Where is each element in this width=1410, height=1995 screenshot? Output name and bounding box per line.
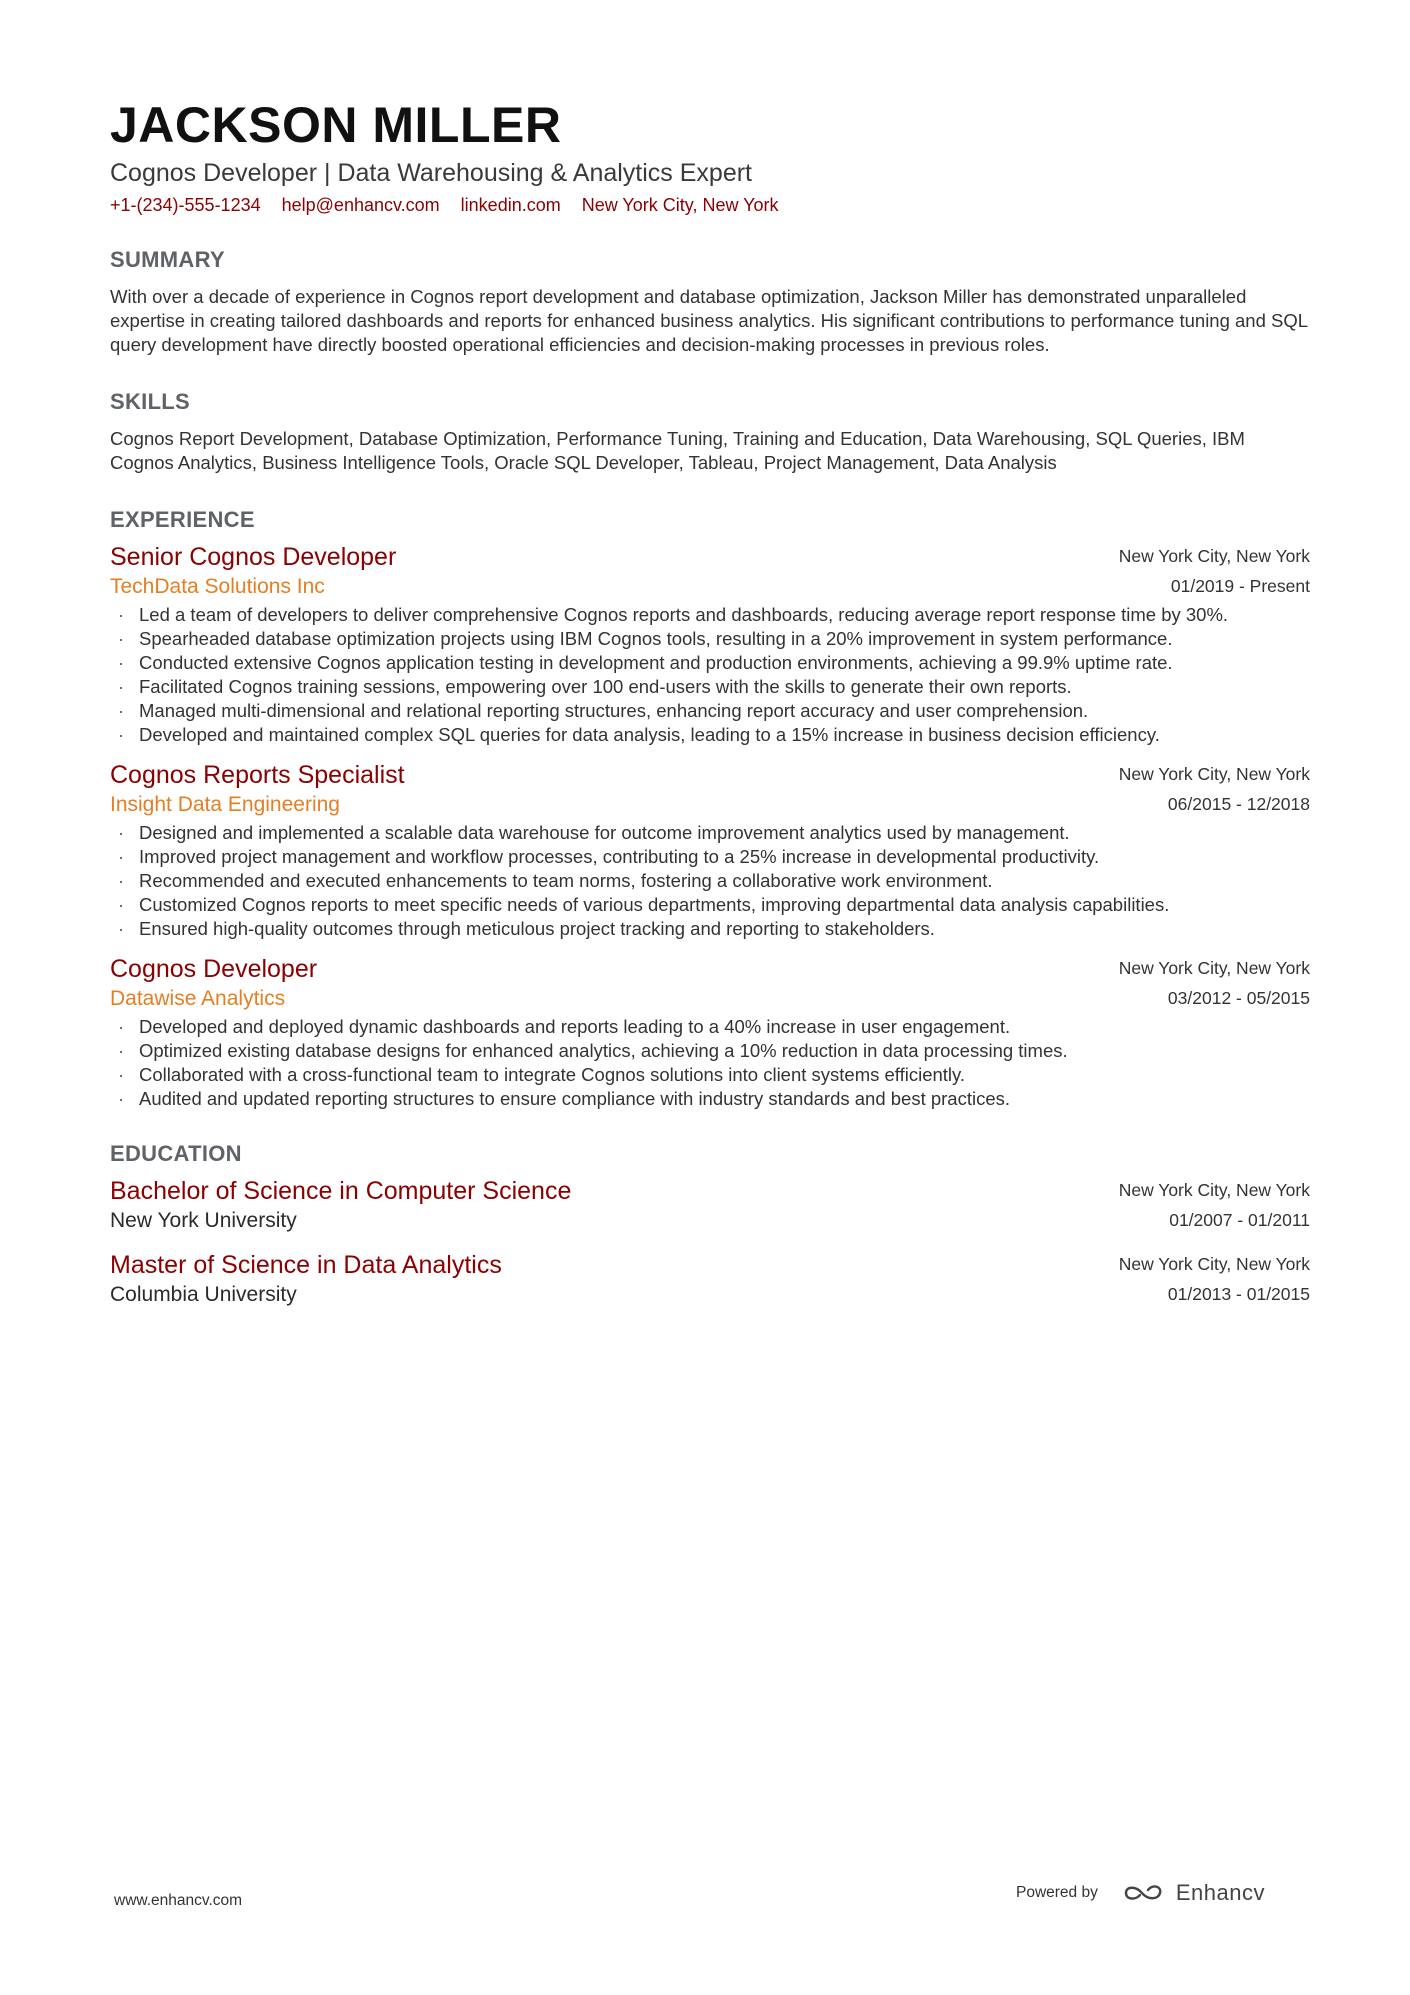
candidate-name: JACKSON MILLER [110, 97, 562, 153]
entry-left [110, 1175, 571, 1235]
achievement-item: · Facilitated Cognos training sessions, empowering over 100 end-users with the skills to generate their own reports. [110, 675, 1310, 699]
skills-text: Cognos Report Development, Database Optimization, Performance Tuning, Training and Education, Data Warehousing, SQL Queries, IBM Cognos Analytics, Business Intelligence Tools, Oracle SQL Developer, Tableau, Project Management, Data Analysis [110, 428, 1245, 473]
experience-heading: EXPERIENCE [110, 507, 255, 532]
experience-entry [110, 541, 1310, 747]
achievement-list [110, 821, 1310, 941]
achievement-list [110, 1015, 1310, 1111]
achievement-item: · Managed multi-dimensional and relational reporting structures, enhancing report accuracy and user comprehension. [110, 699, 1310, 723]
education-entry [110, 1175, 1310, 1235]
job-dates: 03/2012 - 05/2015 [1167, 988, 1310, 1008]
education-list [110, 1175, 1310, 1309]
achievement-item: · Led a team of developers to deliver comprehensive Cognos reports and dashboards, reducing average report response time by 30%. [110, 603, 1310, 627]
location-text: New York City, New York [581, 195, 779, 215]
job-title: Cognos Developer [110, 955, 318, 983]
entry-header [110, 1175, 1310, 1235]
achievement-item: · Developed and maintained complex SQL queries for data analysis, leading to a 15% increase in business decision efficiency. [110, 723, 1310, 747]
school-location: New York City, New York [1118, 1180, 1310, 1200]
linkedin-link[interactable]: linkedin.com [460, 195, 561, 215]
email-link[interactable]: help@enhancv.com [281, 195, 440, 215]
job-location: New York City, New York [1118, 764, 1310, 784]
job-dates: 06/2015 - 12/2018 [1167, 794, 1310, 814]
education-heading: EDUCATION [110, 1141, 242, 1166]
achievement-item: · Recommended and executed enhancements to team norms, fostering a collaborative work environment. [110, 869, 1310, 893]
entry-header [110, 759, 1310, 819]
powered-by-label: Powered by [1016, 1884, 1098, 1901]
entry-meta [1119, 953, 1310, 1013]
entry-meta [1119, 1175, 1310, 1235]
footer-website[interactable]: www.enhancv.com [114, 1892, 243, 1909]
summary-heading: SUMMARY [110, 247, 225, 272]
job-location: New York City, New York [1118, 546, 1310, 566]
brand-name: Enhancv [1175, 1880, 1265, 1905]
summary-text: With over a decade of experience in Cognos report development and database optimization, Jackson Miller has demonstrated unparalleled expertise in creating tailored dashboards and reports for enhanced business analytics. His significant contributions to performance tuning and SQL query development have directly boosted operational efficiencies and decision-making processes in previous roles. [110, 286, 1308, 355]
achievement-item: · Designed and implemented a scalable data warehouse for outcome improvement analytics used by management. [110, 821, 1310, 845]
achievement-item: · Conducted extensive Cognos application testing in development and production environments, achieving a 99.9% uptime rate. [110, 651, 1310, 675]
skills-heading: SKILLS [110, 389, 191, 414]
entry-left [110, 541, 396, 601]
job-title: Senior Cognos Developer [110, 543, 397, 571]
entry-left [110, 1249, 502, 1309]
achievement-list [110, 603, 1310, 747]
entry-meta [1119, 541, 1310, 601]
entry-header [110, 1249, 1310, 1309]
achievement-item: · Collaborated with a cross-functional team to integrate Cognos solutions into client systems efficiently. [110, 1063, 1310, 1087]
achievement-item: · Customized Cognos reports to meet specific needs of various departments, improving departmental data analysis capabilities. [110, 893, 1310, 917]
experience-list [110, 541, 1310, 1111]
school-name: New York University [110, 1209, 297, 1232]
company-name: Datawise Analytics [110, 987, 286, 1010]
brand-logo[interactable] [1122, 1880, 1265, 1906]
school-name: Columbia University [110, 1283, 297, 1306]
entry-left [110, 953, 317, 1013]
education-dates: 01/2013 - 01/2015 [1167, 1284, 1310, 1304]
achievement-item: · Ensured high-quality outcomes through meticulous project tracking and reporting to stakeholders. [110, 917, 1310, 941]
experience-entry [110, 759, 1310, 941]
entry-header [110, 541, 1310, 601]
entry-meta [1119, 1249, 1310, 1309]
enhancv-logo-icon [1122, 1880, 1166, 1906]
education-entry [110, 1249, 1310, 1309]
candidate-headline: Cognos Developer | Data Warehousing & Analytics Expert [110, 159, 753, 187]
achievement-item: · Spearheaded database optimization projects using IBM Cognos tools, resulting in a 20% improvement in system performance. [110, 627, 1310, 651]
achievement-item: · Optimized existing database designs for enhanced analytics, achieving a 10% reduction in data processing times. [110, 1039, 1310, 1063]
education-dates: 01/2007 - 01/2011 [1169, 1210, 1310, 1230]
achievement-item: · Improved project management and workflow processes, contributing to a 25% increase in developmental productivity. [110, 845, 1310, 869]
job-title: Cognos Reports Specialist [110, 761, 405, 789]
achievement-item: · Audited and updated reporting structures to ensure compliance with industry standards and best practices. [110, 1087, 1310, 1111]
degree-title: Bachelor of Science in Computer Science [110, 1177, 572, 1205]
job-dates: 01/2019 - Present [1170, 576, 1310, 596]
resume-page [110, 95, 1310, 1309]
achievement-item: · Developed and deployed dynamic dashboards and reports leading to a 40% increase in user engagement. [110, 1015, 1310, 1039]
company-name: Insight Data Engineering [110, 793, 340, 816]
phone-link[interactable]: +1-(234)-555-1234 [110, 195, 261, 215]
job-location: New York City, New York [1118, 958, 1310, 978]
school-location: New York City, New York [1118, 1254, 1310, 1274]
entry-left [110, 759, 405, 819]
contact-bar [110, 191, 1310, 219]
footer-branding [1016, 1880, 1265, 1906]
company-name: TechData Solutions Inc [110, 575, 325, 598]
entry-header [110, 953, 1310, 1013]
degree-title: Master of Science in Data Analytics [110, 1251, 502, 1279]
experience-entry [110, 953, 1310, 1111]
entry-meta [1119, 759, 1310, 819]
